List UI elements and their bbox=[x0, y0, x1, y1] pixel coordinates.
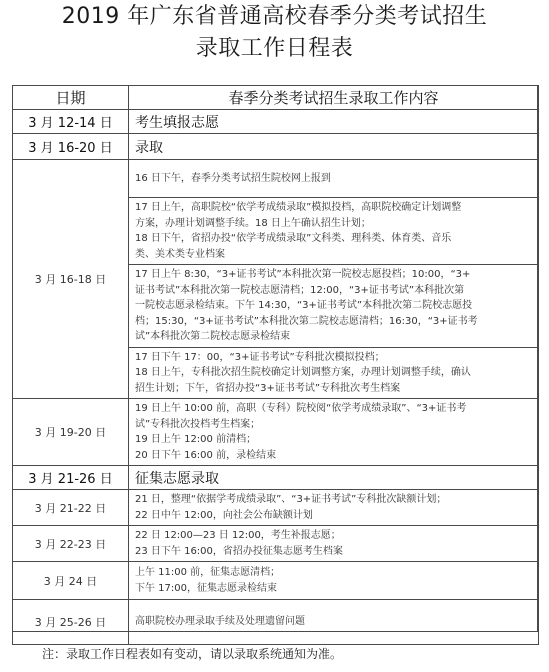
row-content: 上午 11:00 前，征集志愿清档； 下午 17:00，征集志愿录检结束 bbox=[129, 562, 539, 600]
header-content: 春季分类考试招生录取工作内容 bbox=[129, 86, 539, 110]
phase-date: 3 月 21-26 日 bbox=[13, 466, 129, 490]
table-row bbox=[13, 490, 539, 526]
row-content: 16 日下午，春季分类考试招生院校网上报到 bbox=[129, 160, 539, 198]
row-date: 3 月 22-23 日 bbox=[13, 526, 129, 562]
row-content: 22 日 12:00—23 日 12:00，考生补报志愿； 23 日下午 16:00，省招办投征集志愿考生档案 bbox=[129, 526, 539, 562]
row-content: 19 日上午 10:00 前，高职（专科）院校阅“依学考成绩录取”、“3+证书考 试”专科批次投档考生档案； 19 日上午 12:00 前清档； 20 日下午 16:00 前，录检结束 bbox=[129, 399, 539, 466]
footnote: 注：录取工作日程表如有变动，请以录取系统通知为准。 bbox=[42, 647, 343, 661]
phase-row bbox=[13, 134, 539, 160]
page-title-line2: 录取工作日程表 bbox=[195, 36, 354, 61]
phase-label: 考生填报志愿 bbox=[129, 110, 539, 134]
row-date: 3 月 19-20 日 bbox=[13, 399, 129, 466]
row-date: 3 月 21-22 日 bbox=[13, 490, 129, 526]
table-row bbox=[13, 526, 539, 562]
row-date: 3 月 16-18 日 bbox=[13, 160, 129, 399]
table-row bbox=[13, 399, 539, 466]
phase-date: 3 月 12-14 日 bbox=[13, 110, 129, 134]
schedule-table bbox=[12, 85, 539, 645]
row-content: 17 日上午，高职院校“依学考成绩录取”模拟投档，高职院校确定计划调整 方案，办理计划调整手续。18 日上午确认招生计划； 18 日下午，省招办投“依学考成绩录取”文科类、理科类、体育类、音乐 类、美术类专业档案 bbox=[129, 198, 539, 265]
phase-label: 录取 bbox=[129, 134, 539, 160]
row-content: 17 日上午 8:30，“3+证书考试”本科批次第一院校志愿投档；10:00，“3+ 证书考试”本科批次第一院校志愿清档；12:00，“3+证书考试”本科批次第 一院校志愿录检结束。下午 14:30，“3+证书考试”本科批次第二院校志愿投 档；15:30，“3+证书考试”本科批次第二院校志愿清档；16:30，“3+证书考 试”本科批次第二院校志愿录检结束 bbox=[129, 265, 539, 348]
table-header-row bbox=[13, 86, 539, 110]
phase-label: 征集志愿录取 bbox=[129, 466, 539, 490]
header-date: 日期 bbox=[13, 86, 129, 110]
phase-row bbox=[13, 110, 539, 134]
table-row bbox=[13, 160, 539, 198]
row-content: 高职院校办理录取手续及处理遗留问题 bbox=[129, 600, 539, 645]
row-date: 3 月 24 日 bbox=[13, 562, 129, 600]
row-content: 21 日，整理“依据学考成绩录取”、“3+证书考试”专科批次缺额计划； 22 日中午 12:00，向社会公布缺额计划 bbox=[129, 490, 539, 526]
row-date: 3 月 25-26 日 bbox=[13, 600, 129, 645]
page-title-line1: 2019 年广东省普通高校春季分类考试招生 bbox=[61, 4, 488, 29]
table-row bbox=[13, 600, 539, 645]
table-row bbox=[13, 562, 539, 600]
phase-date: 3 月 16-20 日 bbox=[13, 134, 129, 160]
phase-row bbox=[13, 466, 539, 490]
row-content: 17 日下午 17：00，“3+证书考试”专科批次模拟投档； 18 日上午，专科批次招生院校确定计划调整方案，办理计划调整手续，确认 招生计划；下午，省招办投“3+证书考试”专科批次考生档案 bbox=[129, 347, 539, 399]
